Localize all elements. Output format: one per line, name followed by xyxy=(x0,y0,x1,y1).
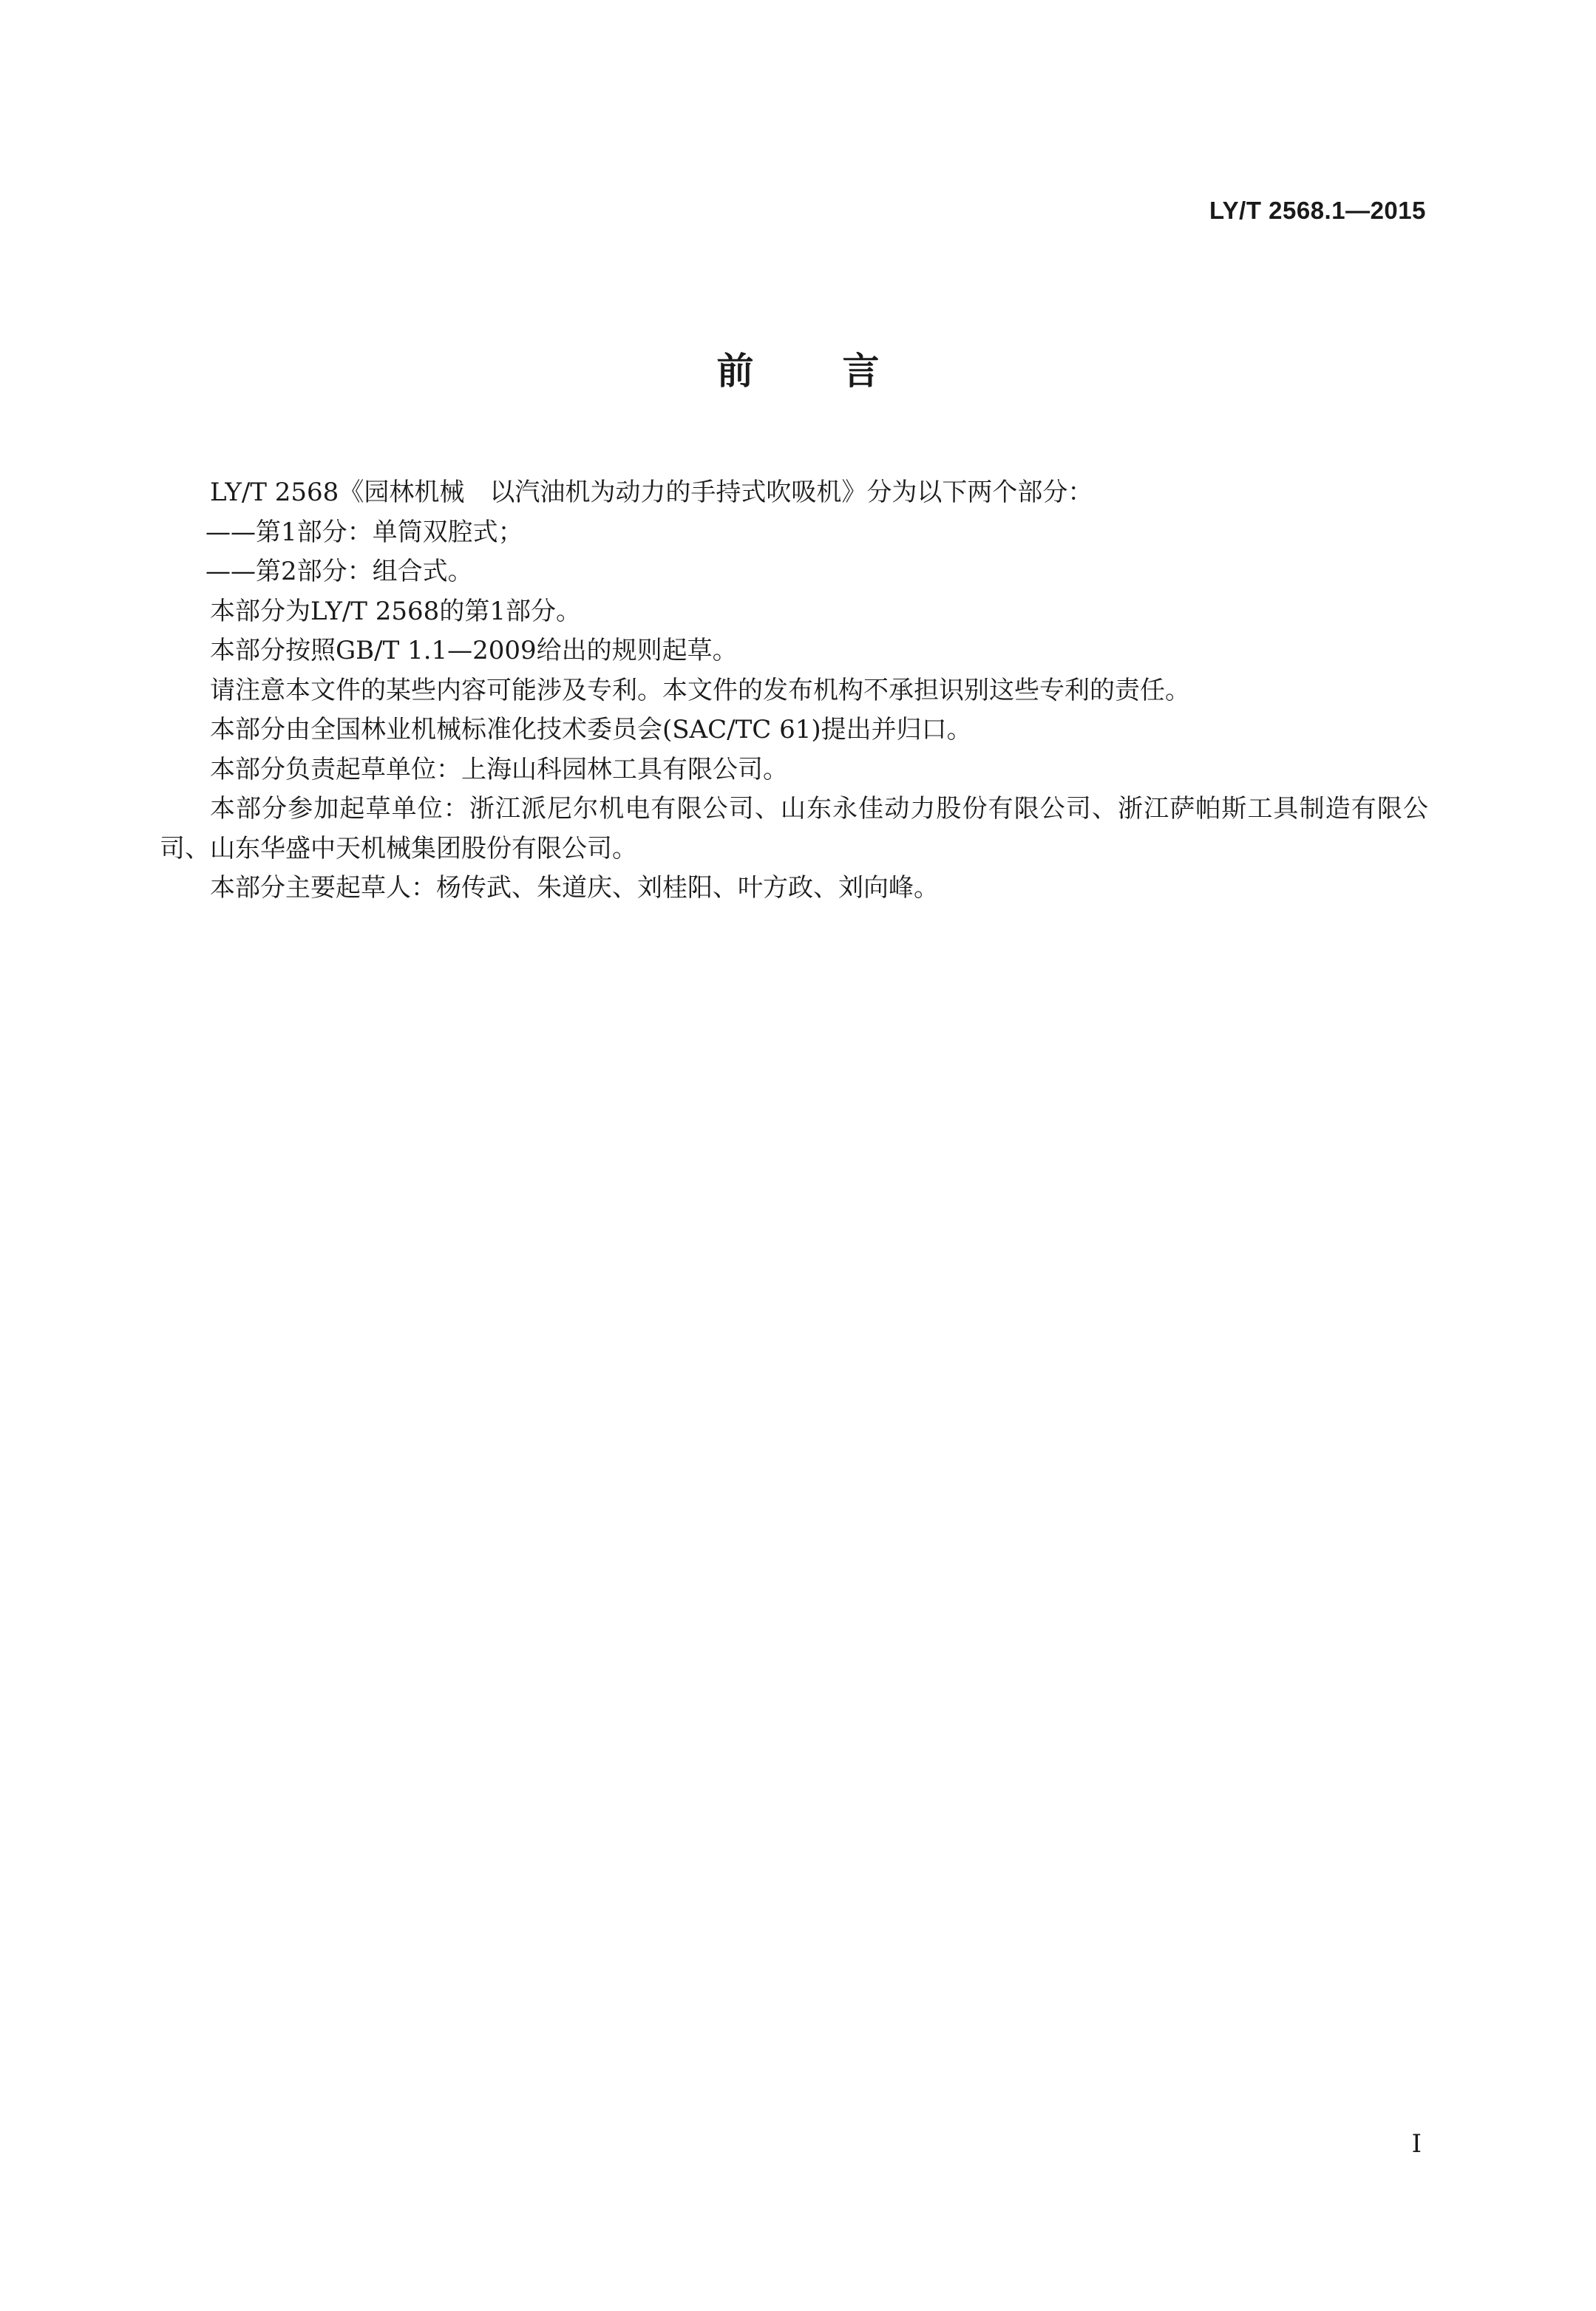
patent-paragraph: 请注意本文件的某些内容可能涉及专利。本文件的发布机构不承担识别这些专利的责任。 xyxy=(210,675,1190,705)
foreword-body xyxy=(160,473,1428,909)
page-number: I xyxy=(1411,2129,1422,2159)
participants-paragraph: 本部分参加起草单位：浙江派尼尔机电有限公司、山东永佳动力股份有限公司、浙江萨帕斯工具制造有限公司、山东华盛中天机械集团股份有限公司。 xyxy=(160,794,1428,863)
intro-paragraph: LY/T 2568《园林机械 以汽油机为动力的手持式吹吸机》分为以下两个部分： xyxy=(210,478,1093,507)
proposer-paragraph: 本部分由全国林业机械标准化技术委员会(SAC/TC 61)提出并归口。 xyxy=(210,715,972,744)
list-item: ——第2部分：组合式。 xyxy=(206,557,473,586)
part-paragraph: 本部分为LY/T 2568的第1部分。 xyxy=(210,596,581,626)
page-title: 前言 xyxy=(716,350,968,393)
document-code: LY/T 2568.1—2015 xyxy=(1209,197,1426,224)
drafters-paragraph: 本部分主要起草人：杨传武、朱道庆、刘桂阳、叶方政、刘向峰。 xyxy=(210,873,939,903)
lead-unit-paragraph: 本部分负责起草单位：上海山科园林工具有限公司。 xyxy=(210,754,788,784)
list-item: ——第1部分：单筒双腔式； xyxy=(206,517,523,547)
rules-paragraph: 本部分按照GB/T 1.1—2009给出的规则起草。 xyxy=(210,636,738,665)
